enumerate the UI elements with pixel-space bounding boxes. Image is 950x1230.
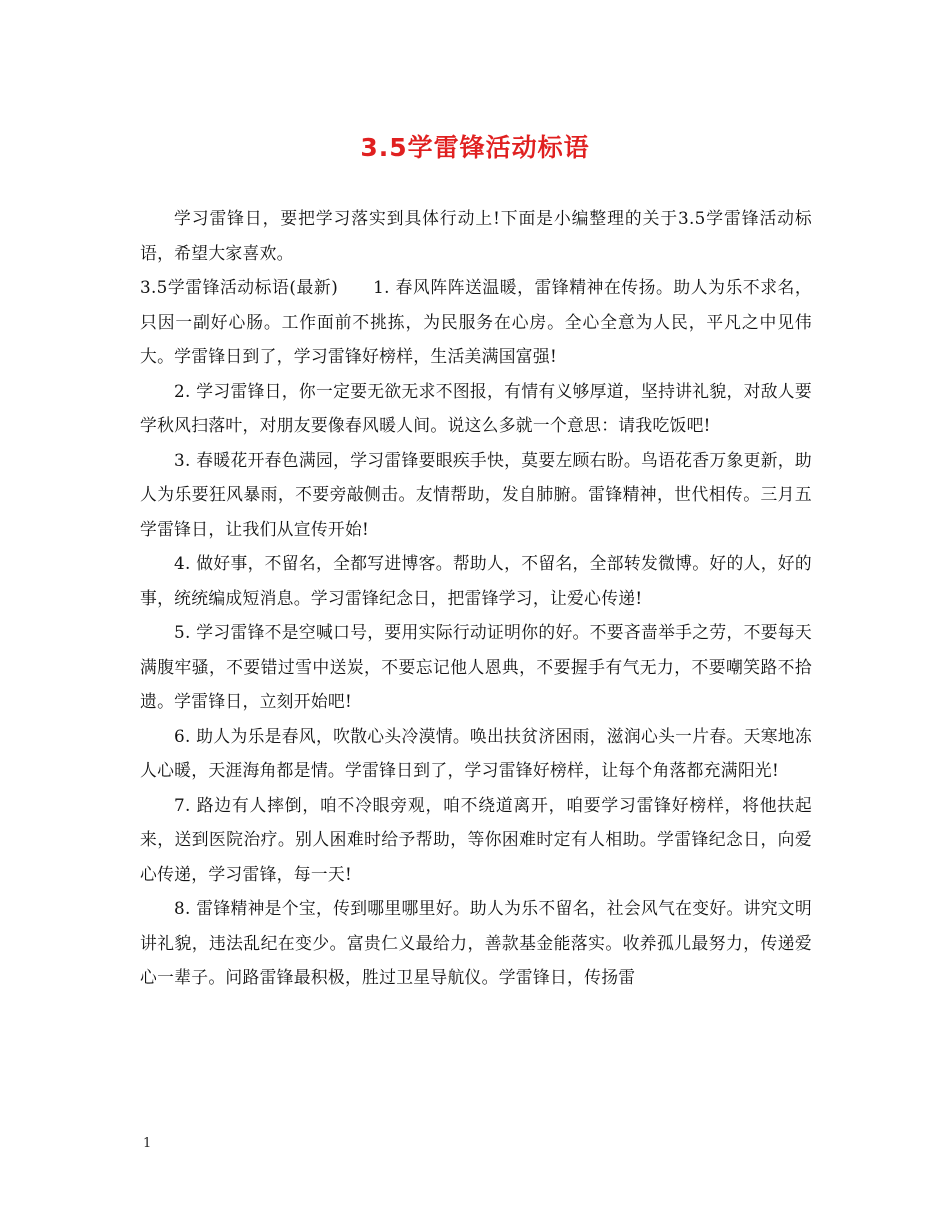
- page-number: 1: [143, 1136, 152, 1151]
- slogan-item-8: 8. 雷锋精神是个宝，传到哪里哪里好。助人为乐不留名，社会风气在变好。讲究文明讲礼貌，违法乱纪在变少。富贵仁义最给力，善款基金能落实。收养孤儿最努力，传递爱心一辈子。问路雷锋最积极，胜过卫星导航仪。学雷锋日，传扬雷: [140, 898, 812, 987]
- document-body: [140, 201, 812, 995]
- slogan-item-3: 3. 春暖花开春色满园，学习雷锋要眼疾手快，莫要左顾右盼。鸟语花香万象更新，助人为乐要狂风暴雨，不要旁敲侧击。友情帮助，发自肺腑。雷锋精神，世代相传。三月五学雷锋日，让我们从宣传开始!: [140, 449, 812, 539]
- slogan-item-6: 6. 助人为乐是春风，吹散心头冷漠情。唤出扶贫济困雨，滋润心头一片春。天寒地冻人心暖，天涯海角都是情。学雷锋日到了，学习雷锋好榜样，让每个角落都充满阳光!: [140, 725, 812, 780]
- slogan-item-1: 3.5学雷锋活动标语(最新) 1. 春风阵阵送温暖，雷锋精神在传扬。助人为乐不求名，只因一副好心肠。工作面前不挑拣，为民服务在心房。全心全意为人民，平凡之中见伟大。学雷锋日到了，学习雷锋好榜样，生活美满国富强!: [140, 277, 812, 366]
- slogan-item-2: 2. 学习雷锋日，你一定要无欲无求不图报，有情有义够厚道，坚持讲礼貌，对敌人要学秋风扫落叶，对朋友要像春风暖人间。说这么多就一个意思：请我吃饭吧!: [140, 380, 812, 435]
- intro-paragraph: 学习雷锋日，要把学习落实到具体行动上!下面是小编整理的关于3.5学雷锋活动标语，希望大家喜欢。: [140, 208, 812, 263]
- slogan-item-4: 4. 做好事，不留名，全都写进博客。帮助人，不留名，全部转发微博。好的人，好的事，统统编成短消息。学习雷锋纪念日，把雷锋学习，让爱心传递!: [140, 553, 812, 608]
- slogan-item-5: 5. 学习雷锋不是空喊口号，要用实际行动证明你的好。不要吝啬举手之劳，不要每天满腹牢骚，不要错过雪中送炭，不要忘记他人恩典，不要握手有气无力，不要嘲笑路不拾遗。学雷锋日，立刻开始吧!: [140, 622, 812, 711]
- slogan-item-7: 7. 路边有人摔倒，咱不冷眼旁观，咱不绕道离开，咱要学习雷锋好榜样，将他扶起来，送到医院治疗。别人困难时给予帮助，等你困难时定有人相助。学雷锋纪念日，向爱心传递，学习雷锋，每一天!: [140, 794, 812, 884]
- document-title: 3.5学雷锋活动标语: [360, 133, 590, 162]
